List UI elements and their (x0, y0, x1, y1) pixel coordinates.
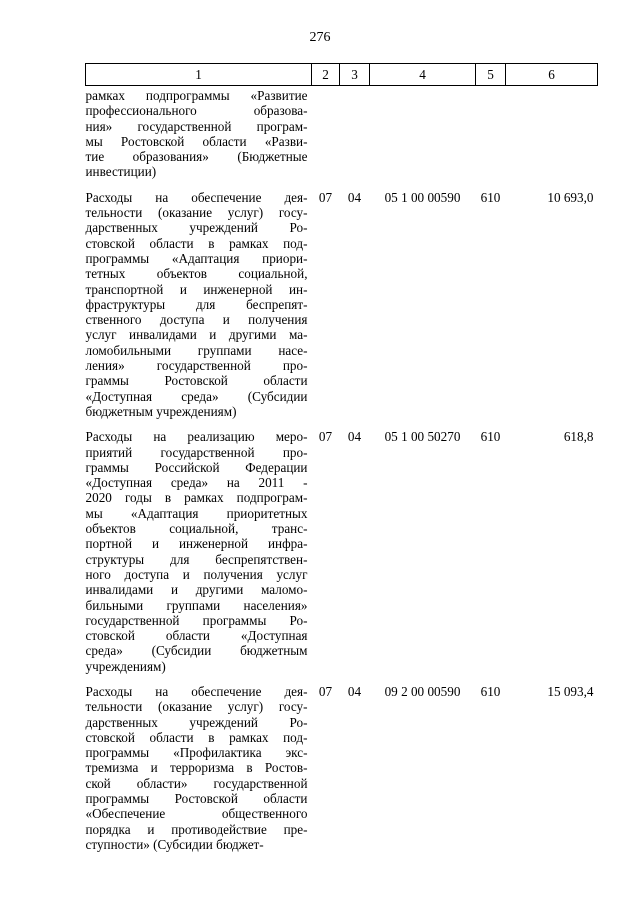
expense-type-code: 610 (480, 429, 501, 445)
description-line: программы Ростовской области (85, 791, 308, 807)
description-line: государственной программы Ро- (85, 612, 308, 628)
description-line: Расходы на реализацию меро- (85, 429, 308, 445)
description-line: ления» государственной про- (85, 358, 308, 374)
description-line: бильными группами населения» (85, 597, 308, 613)
description-line: инвестиции) (85, 164, 157, 180)
description-line: портной и инженерной инфра- (85, 536, 308, 552)
row-description (86, 419, 312, 674)
target-article-code: 09 2 00 00590 (384, 683, 461, 699)
row-description (86, 86, 312, 180)
amount: 15 093,4 (547, 683, 594, 699)
column-header-2: 2 (312, 64, 340, 86)
table-body (86, 86, 598, 853)
row-description (86, 674, 312, 852)
description-line: структуры для беспрепятствен- (85, 551, 308, 567)
description-line: дарственных учреждений Ро- (85, 220, 308, 236)
amount (506, 86, 598, 180)
description-line: «Доступная среда» на 2011 - (85, 475, 308, 491)
description-line: «Обеспечение общественного (85, 806, 308, 822)
description-line: услуг инвалидами и другими ма- (85, 327, 308, 343)
description-line: граммы Ростовской области (85, 373, 308, 389)
target-article-code (370, 86, 476, 180)
column-header-5: 5 (476, 64, 506, 86)
description-line: ломобильными группами насе- (85, 342, 308, 358)
description-line: тельности (оказание услуг) госу- (85, 205, 308, 221)
row-description (86, 180, 312, 419)
description-line: объектов социальной, транс- (85, 521, 308, 537)
description-line: мы Ростовской области «Разви- (85, 133, 308, 149)
subsection-code: 04 (347, 683, 362, 699)
description-line: программы «Адаптация приори- (85, 250, 308, 266)
description-line: стовской области в рамках под- (85, 729, 308, 745)
description-line: фраструктуры для беспрепят- (85, 296, 308, 312)
description-line: ного доступа и получения услуг (85, 566, 308, 582)
description-line: транспортной и инженерной ин- (85, 281, 308, 297)
description-line: инвалидами и другими маломо- (85, 582, 308, 598)
description-line: порядка и противодействие пре- (85, 821, 308, 837)
column-header-1: 1 (86, 64, 312, 86)
subsection-code: 04 (347, 189, 362, 205)
expense-type-code: 610 (480, 683, 501, 699)
description-line: ственного доступа и получения (85, 312, 308, 328)
description-line: дарственных учреждений Ро- (85, 714, 308, 730)
description-line: приятий государственной про- (85, 444, 308, 460)
table-row (86, 419, 598, 674)
table-row (86, 86, 598, 180)
column-header-3: 3 (340, 64, 370, 86)
subsection-code: 04 (347, 429, 362, 445)
description-line: тетных объектов социальной, (85, 266, 308, 282)
section-code: 07 (318, 429, 333, 445)
subsection-code (340, 86, 370, 180)
page-number: 276 (309, 30, 331, 45)
description-line: 2020 годы в рамках подпрограм- (85, 490, 308, 506)
description-line: бюджетным учреждениям) (85, 403, 237, 419)
description-line: тремизма и терроризма в Ростов- (85, 760, 308, 776)
description-line: стовской области «Доступная (85, 628, 308, 644)
column-header-6: 6 (506, 64, 598, 86)
description-line: стовской области в рамках под- (85, 235, 308, 251)
description-line: ступности» (Субсидии бюджет- (85, 836, 264, 852)
section-code: 07 (318, 189, 333, 205)
description-line: Расходы на обеспечение дея- (85, 189, 308, 205)
section-code: 07 (318, 683, 333, 699)
description-line: учреждениям) (85, 658, 166, 674)
description-line: ской области» государственной (85, 775, 308, 791)
description-line: рамках подпрограммы «Развитие (85, 88, 308, 103)
target-article-code: 05 1 00 50270 (384, 429, 461, 445)
table-header-row (86, 64, 598, 86)
expense-type-code: 610 (480, 189, 501, 205)
table-row (86, 180, 598, 419)
description-line: ния» государственной програм- (85, 118, 308, 134)
table-row (86, 674, 598, 852)
budget-table (85, 63, 598, 852)
description-line: среда» (Субсидии бюджетным (85, 643, 308, 659)
column-header-4: 4 (370, 64, 476, 86)
description-line: «Доступная среда» (Субсидии (85, 388, 308, 404)
description-line: профессионального образова- (85, 103, 308, 119)
description-line: тельности (оказание услуг) госу- (85, 699, 308, 715)
description-line: программы «Профилактика экс- (85, 745, 308, 761)
section-code (312, 86, 340, 180)
amount: 10 693,0 (547, 189, 594, 205)
amount: 618,8 (563, 429, 594, 445)
description-line: тие образования» (Бюджетные (85, 149, 308, 165)
description-line: мы «Адаптация приоритетных (85, 505, 308, 521)
description-line: Расходы на обеспечение дея- (85, 683, 308, 699)
description-line: граммы Российской Федерации (85, 459, 308, 475)
target-article-code: 05 1 00 00590 (384, 189, 461, 205)
expense-type-code (476, 86, 506, 180)
